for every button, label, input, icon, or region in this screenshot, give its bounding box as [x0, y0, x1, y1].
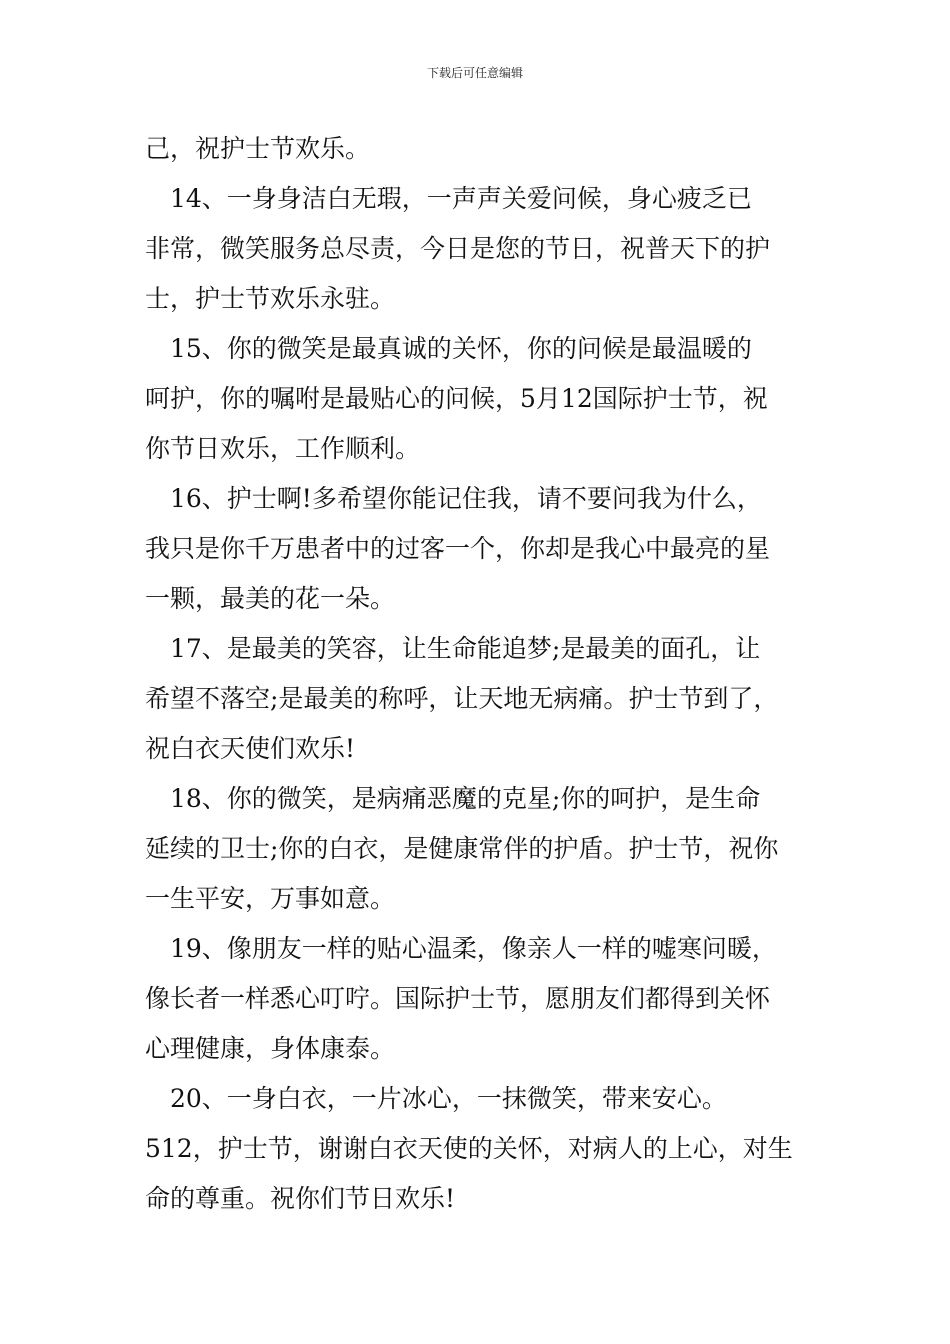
text-line: 延续的卫士;你的白衣，是健康常伴的护盾。护士节，祝你 [145, 834, 779, 863]
text-line: 14、一身身洁白无瑕，一声声关爱问候，身心疲乏已 [145, 184, 752, 213]
page-header: 下载后可任意编辑 [426, 66, 523, 80]
text-line: 祝白衣天使们欢乐! [145, 734, 356, 763]
text-line: 512，护士节，谢谢白衣天使的关怀，对病人的上心，对生 [145, 1134, 793, 1163]
text-line: 16、护士啊!多希望你能记住我，请不要问我为什么， [145, 484, 762, 513]
text-line: 希望不落空;是最美的称呼，让天地无病痛。护士节到了， [145, 684, 779, 713]
text-line: 己，祝护士节欢乐。 [145, 134, 371, 163]
text-line: 19、像朋友一样的贴心温柔，像亲人一样的嘘寒问暖， [145, 934, 777, 963]
text-line: 18、你的微笑，是病痛恶魔的克星;你的呵护，是生命 [145, 784, 761, 813]
text-line: 呵护，你的嘱咐是最贴心的问候，5月12国际护士节，祝 [145, 384, 768, 413]
text-line: 你节日欢乐，工作顺利。 [145, 434, 421, 463]
text-line: 像长者一样悉心叮咛。国际护士节，愿朋友们都得到关怀 [145, 984, 771, 1013]
text-line: 命的尊重。祝你们节日欢乐! [145, 1184, 456, 1213]
text-line: 20、一身白衣，一片冰心，一抹微笑，带来安心。 [145, 1084, 727, 1113]
text-line: 15、你的微笑是最真诚的关怀，你的问候是最温暖的 [145, 334, 752, 363]
text-line: 一生平安，万事如意。 [145, 884, 396, 913]
text-line: 一颗，最美的花一朵。 [145, 584, 396, 613]
text-line: 17、是最美的笑容，让生命能追梦;是最美的面孔，让 [145, 634, 761, 663]
text-line: 我只是你千万患者中的过客一个，你却是我心中最亮的星 [145, 534, 771, 563]
text-line: 心理健康，身体康泰。 [145, 1034, 396, 1063]
text-line: 士，护士节欢乐永驻。 [145, 284, 396, 313]
text-line: 非常，微笑服务总尽责，今日是您的节日，祝普天下的护 [145, 234, 771, 263]
